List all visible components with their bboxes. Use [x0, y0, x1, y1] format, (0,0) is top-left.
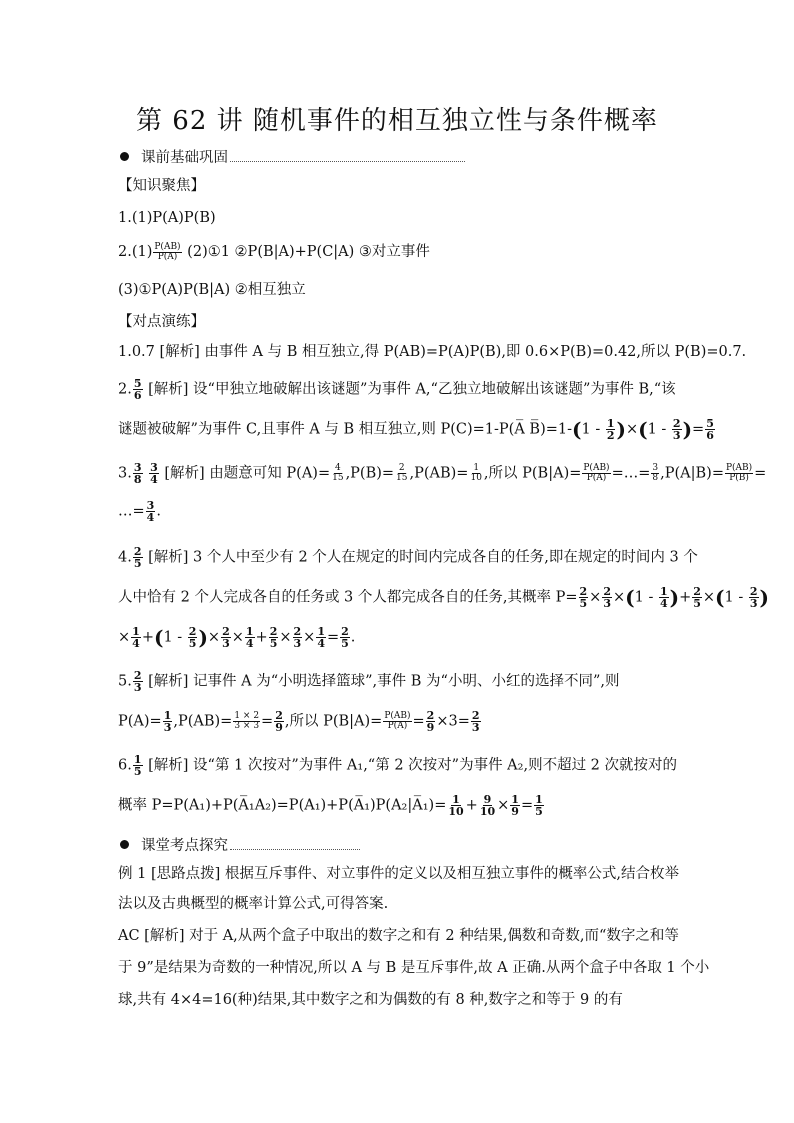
- page-title: 第 62 讲 随机事件的相互独立性与条件概率: [136, 106, 658, 136]
- practice-item-1: 1.0.7 [解析] 由事件 A 与 B 相互独立,得 P(AB)=P(A)P(B),即 0.6×P(B)=0.42,所以 P(B)=0.7.: [118, 344, 747, 360]
- practice-item-2-line2: 谜题被破解”为事件 C,且事件 A 与 B 相互独立,则 P(C)=1-P(A̅ B̅)=1-(1 - $\frac{1}{2}$ )×(1 - $\frac{2}{3}$ )= $\frac{5}{6}$: [118, 417, 714, 442]
- practice-item-5-line1: 5. $\frac{2}{3}$ [解析] 记事件 A 为“小明选择篮球”,事件 B 为“小明、小红的选择不同”,则: [118, 669, 620, 694]
- knowledge-item-2: 2.(1) $\frac{P(AB)}{P(A)}$ (2)①1 ②P(B|A)+P(C|A) ③对立事件: [118, 241, 430, 262]
- practice-item-3-line1: 3. $\frac{3}{8}$ $\frac{3}{4}$ [解析] 由题意可知 P(A)= $\frac{4}{15}$ ,P(B)= $\frac{2}{15}$ ,P(AB)= $\frac{1}{10}$ ,所以 P(B|A)= $\frac{P(AB)}{P(A)}$ =…= $\frac{3}{8}$ ,P(A|B)= $\frac{P(AB)}{P(B)}$ =: [118, 461, 767, 486]
- bullet-icon: [120, 840, 129, 849]
- practice-item-2-line1: 2. $\frac{5}{6}$ [解析] 设“甲独立地破解出该谜题”为事件 A,“乙独立地破解出该谜题”为事件 B,“该: [118, 377, 676, 402]
- example-1-line3: AC [解析] 对于 A,从两个盒子中取出的数字之和有 2 种结果,偶数和奇数,而“数字之和等: [118, 928, 679, 944]
- section-header-classroom: [120, 834, 360, 855]
- example-1-line1: 例 1 [思路点拨] 根据互斥事件、对立事件的定义以及相互独立事件的概率公式,结合枚举: [118, 866, 679, 882]
- fraction: $\frac{P(AB)}{P(A)}$: [154, 241, 181, 262]
- knowledge-item-1: 1.(1)P(A)P(B): [118, 210, 216, 226]
- example-1-line2: 法以及古典概型的概率计算公式,可得答案.: [118, 896, 389, 912]
- practice-item-4-line3: × $\frac{1}{4}$ +(1 - $\frac{2}{5}$ )× $\frac{2}{3}$ × $\frac{1}{4}$ + $\frac{2}{5}$ × $\frac{2}{3}$ × $\frac{1}{4}$ = $\frac{2}{5}$ .: [118, 625, 356, 650]
- practice-item-6-line1: 6. $\frac{1}{5}$ [解析] 设“第 1 次按对”为事件 A₁,“第 2 次按对”为事件 A₂,则不超过 2 次就按对的: [118, 753, 678, 778]
- dotted-leader: [230, 839, 360, 850]
- practice-item-4-line2: 人中恰有 2 个人完成各自的任务或 3 个人都完成各自的任务,其概率 P= $\frac{2}{5}$ × $\frac{2}{3}$ ×(1 - $\frac{1}{4}$ )+ $\frac{2}{5}$ ×(1 - $\frac{2}{3}$ ): [118, 585, 769, 610]
- practice-item-3-line2: …= $\frac{3}{4}$ .: [118, 499, 161, 524]
- practice-item-6-line2: 概率 P=P(A₁)+P(A̅₁A₂)=P(A₁)+P(A̅₁)P(A₂|A̅₁)= $\frac{1}{10}$ + $\frac{9}{10}$ × $\frac{1}{9}$ = $\frac{1}{5}$: [118, 793, 543, 818]
- practice-header: 【对点演练】: [118, 314, 205, 330]
- practice-item-5-line2: P(A)= $\frac{1}{3}$ ,P(AB)= $\frac{1 \times 2}{3 \times 3}$ = $\frac{2}{9}$ ,所以 P(B|A)= $\frac{P(AB)}{P(A)}$ = $\frac{2}{9}$ ×3= $\frac{2}{3}$: [118, 709, 480, 734]
- knowledge-item-3: (3)①P(A)P(B|A) ②相互独立: [118, 282, 306, 298]
- section-label: 课前基础巩固: [141, 150, 228, 166]
- practice-item-4-line1: 4. $\frac{2}{5}$ [解析] 3 个人中至少有 2 个人在规定的时间内完成各自的任务,即在规定的时间内 3 个: [118, 545, 698, 570]
- section-header-basics: [120, 146, 465, 167]
- example-1-line4: 于 9”是结果为奇数的一种情况,所以 A 与 B 是互斥事件,故 A 正确.从两个盒子中各取 1 个小: [118, 960, 710, 976]
- knowledge-header: 【知识聚焦】: [118, 178, 205, 194]
- section-label: 课堂考点探究: [141, 838, 228, 854]
- example-1-line5: 球,共有 4×4=16(种)结果,其中数字之和为偶数的有 8 种,数字之和等于 9 的有: [118, 992, 623, 1008]
- bullet-icon: [120, 152, 129, 161]
- dotted-leader: [230, 151, 465, 162]
